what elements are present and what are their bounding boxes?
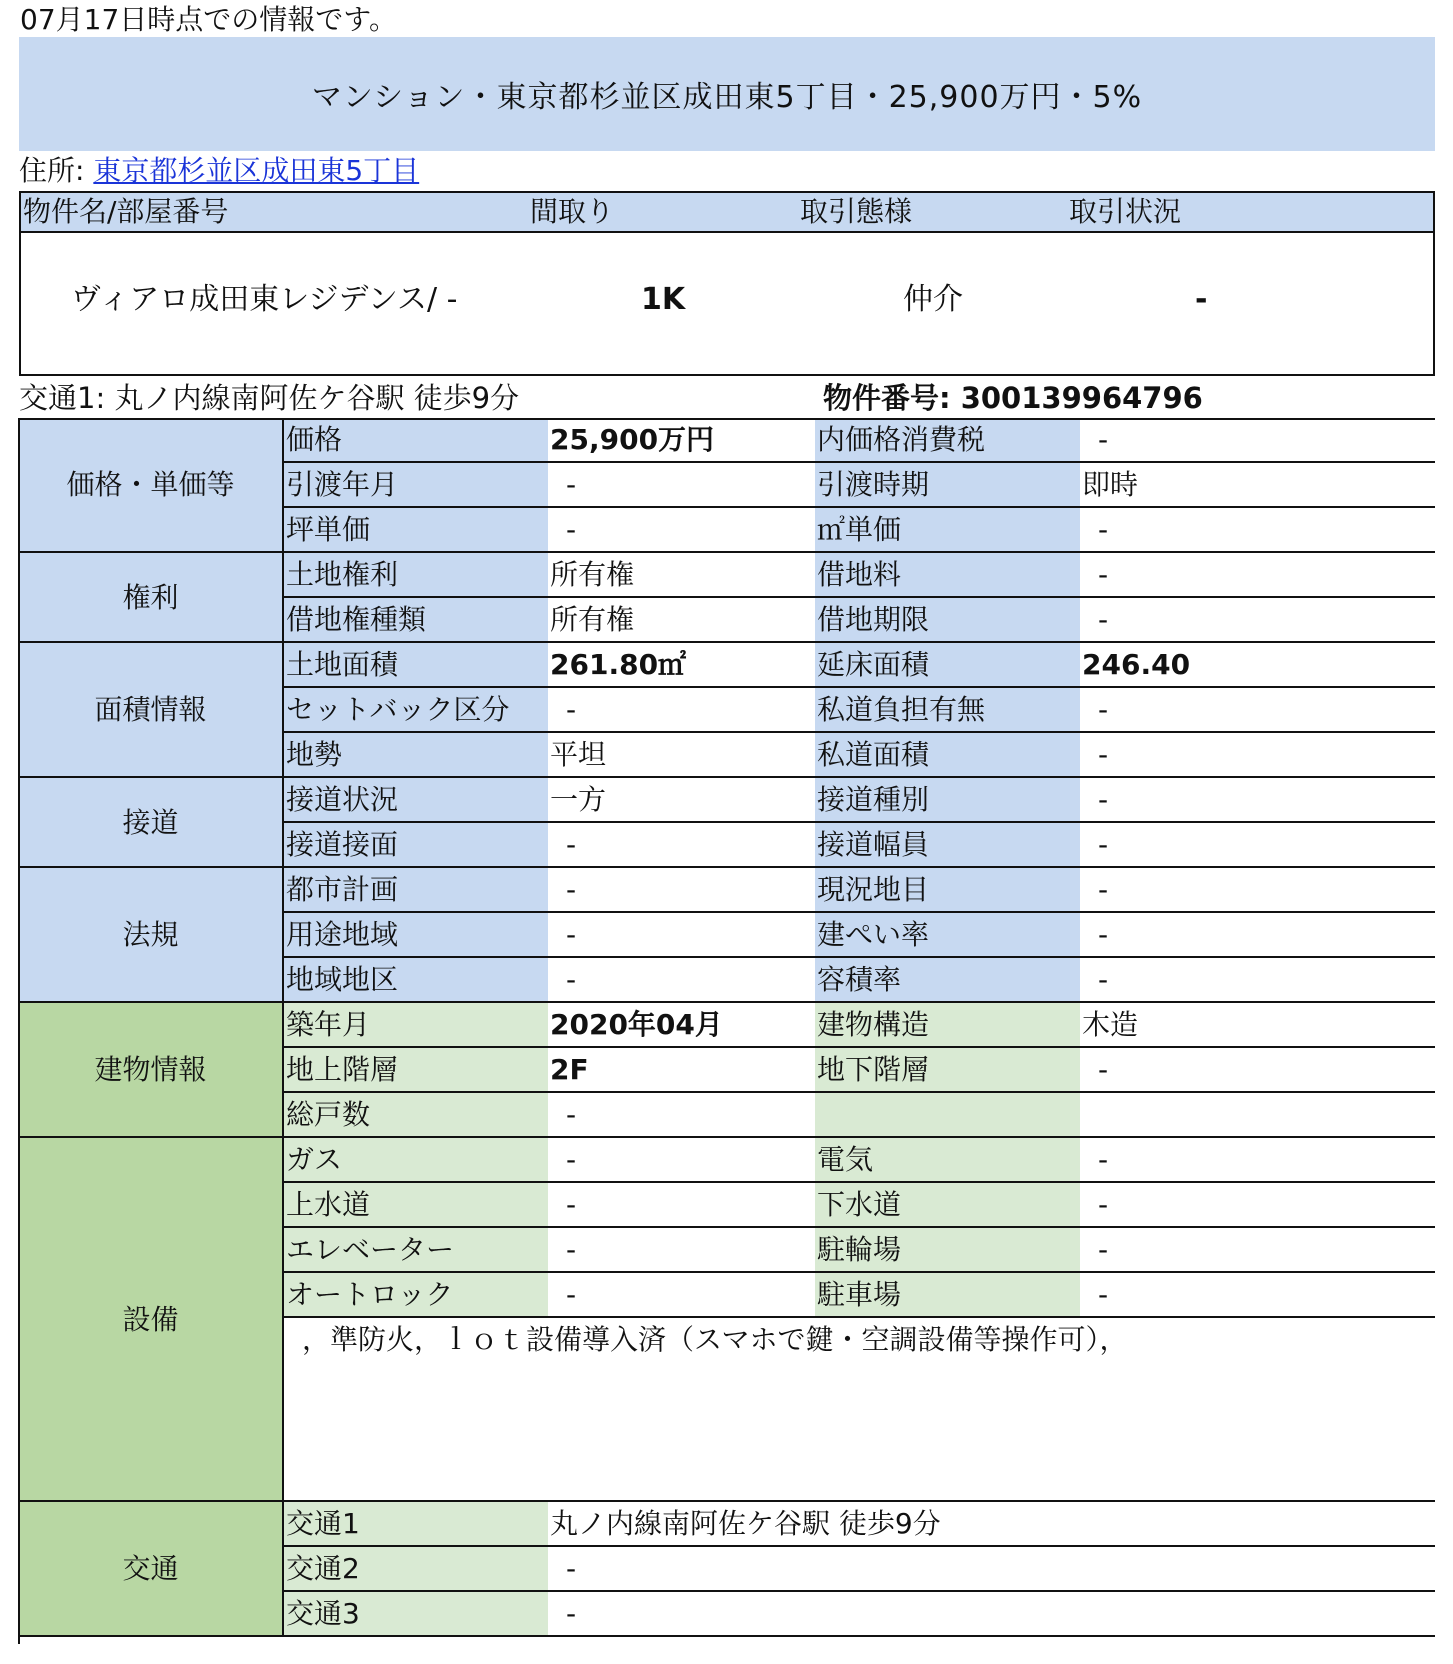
section-equipment: 設備 xyxy=(19,1137,283,1501)
value-empty xyxy=(1080,1092,1435,1137)
label-land-category: 現況地目 xyxy=(815,867,1080,912)
label-tax: 内価格消費税 xyxy=(815,418,1080,462)
title-banner: マンション・東京都杉並区成田東5丁目・25,900万円・5% xyxy=(19,37,1435,151)
label-land-area: 土地面積 xyxy=(283,642,548,687)
summary-trade-status: - xyxy=(1195,282,1208,317)
value-land-right: 所有権 xyxy=(548,552,815,597)
label-terrain: 地勢 xyxy=(283,732,548,777)
label-lease-fee: 借地料 xyxy=(815,552,1080,597)
label-autolock: オートロック xyxy=(283,1272,548,1317)
label-electricity: 電気 xyxy=(815,1137,1080,1182)
value-zoning: - xyxy=(548,912,815,957)
label-structure: 建物構造 xyxy=(815,1002,1080,1047)
value-setback: - xyxy=(548,687,815,732)
header-trade-type: 取引態様 xyxy=(800,195,913,228)
value-price: 25,900万円 xyxy=(548,418,815,462)
value-delivery-month: - xyxy=(548,462,815,507)
value-sewer: - xyxy=(1080,1182,1435,1227)
label-parking: 駐車場 xyxy=(815,1272,1080,1317)
header-layout: 間取り xyxy=(530,195,615,228)
table-row xyxy=(19,552,1435,597)
summary-row xyxy=(19,232,1435,376)
value-district: - xyxy=(548,957,815,1002)
value-lease-term: - xyxy=(1080,597,1435,642)
label-empty xyxy=(815,1092,1080,1137)
value-electricity: - xyxy=(1080,1137,1435,1182)
value-units: - xyxy=(548,1092,815,1137)
label-bicycle: 駐輪場 xyxy=(815,1227,1080,1272)
label-lease-type: 借地権種類 xyxy=(283,597,548,642)
value-delivery-time: 即時 xyxy=(1080,462,1435,507)
table-row xyxy=(19,777,1435,822)
section-rights: 権利 xyxy=(19,552,283,642)
table-top-border xyxy=(19,418,1435,420)
address-label: 住所: xyxy=(19,154,85,187)
value-parking: - xyxy=(1080,1272,1435,1317)
label-transport2: 交通2 xyxy=(283,1546,548,1591)
detail-table xyxy=(19,418,1435,1637)
label-setback: セットバック区分 xyxy=(283,687,548,732)
address-link[interactable]: 東京都杉並区成田東5丁目 xyxy=(93,154,420,187)
label-private-road-area: 私道面積 xyxy=(815,732,1080,777)
section-price: 価格・単価等 xyxy=(19,418,283,552)
label-zoning: 用途地域 xyxy=(283,912,548,957)
value-private-road: - xyxy=(1080,687,1435,732)
label-floors: 地上階層 xyxy=(283,1047,548,1092)
property-number: 物件番号: 300139964796 xyxy=(823,381,1203,415)
label-floor-area: 延床面積 xyxy=(815,642,1080,687)
date-notice: 07月17日時点での情報です。 xyxy=(20,3,398,36)
label-built: 築年月 xyxy=(283,1002,548,1047)
equipment-note: ，準防火，ｌｏｔ設備導入済（スマホで鍵・空調設備等操作可）， xyxy=(283,1317,1435,1501)
value-transport1: 丸ノ内線南阿佐ケ谷駅 徒歩9分 xyxy=(548,1501,1435,1546)
value-road-type: - xyxy=(1080,777,1435,822)
section-transport: 交通 xyxy=(19,1501,283,1636)
value-lease-fee: - xyxy=(1080,552,1435,597)
summary-header xyxy=(19,191,1435,233)
value-terrain: 平坦 xyxy=(548,732,815,777)
value-elevator: - xyxy=(548,1227,815,1272)
value-built: 2020年04月 xyxy=(548,1002,815,1047)
value-road-face: - xyxy=(548,822,815,867)
label-tsubo: 坪単価 xyxy=(283,507,548,552)
summary-layout: 1K xyxy=(641,282,686,317)
label-price: 価格 xyxy=(283,418,548,462)
section-road: 接道 xyxy=(19,777,283,867)
label-road-type: 接道種別 xyxy=(815,777,1080,822)
address-line xyxy=(19,153,419,189)
value-bicycle: - xyxy=(1080,1227,1435,1272)
table-row xyxy=(19,1002,1435,1047)
label-land-right: 土地権利 xyxy=(283,552,548,597)
value-tax: - xyxy=(1080,418,1435,462)
section-law: 法規 xyxy=(19,867,283,1002)
value-private-road-area: - xyxy=(1080,732,1435,777)
value-gas: - xyxy=(548,1137,815,1182)
value-transport3: - xyxy=(548,1591,1435,1636)
label-sewer: 下水道 xyxy=(815,1182,1080,1227)
label-delivery-month: 引渡年月 xyxy=(283,462,548,507)
label-city-plan: 都市計画 xyxy=(283,867,548,912)
label-gas: ガス xyxy=(283,1137,548,1182)
label-coverage: 建ぺい率 xyxy=(815,912,1080,957)
summary-name: ヴィアロ成田東レジデンス/ - xyxy=(71,282,458,317)
label-far: 容積率 xyxy=(815,957,1080,1002)
value-floor-area: 246.40 xyxy=(1080,642,1435,687)
label-sqm: ㎡単価 xyxy=(815,507,1080,552)
value-road-status: 一方 xyxy=(548,777,815,822)
label-delivery-time: 引渡時期 xyxy=(815,462,1080,507)
value-water: - xyxy=(548,1182,815,1227)
label-units: 総戸数 xyxy=(283,1092,548,1137)
value-transport2: - xyxy=(548,1546,1435,1591)
value-autolock: - xyxy=(548,1272,815,1317)
table-row xyxy=(19,867,1435,912)
table-row xyxy=(19,642,1435,687)
value-city-plan: - xyxy=(548,867,815,912)
value-land-area: 261.80㎡ xyxy=(548,642,815,687)
label-lease-term: 借地期限 xyxy=(815,597,1080,642)
value-tsubo: - xyxy=(548,507,815,552)
label-private-road: 私道負担有無 xyxy=(815,687,1080,732)
table-row xyxy=(19,1137,1435,1182)
table-row xyxy=(19,418,1435,462)
label-road-status: 接道状況 xyxy=(283,777,548,822)
value-sqm: - xyxy=(1080,507,1435,552)
section-area: 面積情報 xyxy=(19,642,283,777)
label-district: 地域地区 xyxy=(283,957,548,1002)
label-elevator: エレベーター xyxy=(283,1227,548,1272)
value-far: - xyxy=(1080,957,1435,1002)
table-row xyxy=(19,1501,1435,1546)
table-left-border xyxy=(18,418,20,1644)
label-road-face: 接道接面 xyxy=(283,822,548,867)
value-lease-type: 所有権 xyxy=(548,597,815,642)
label-road-width: 接道幅員 xyxy=(815,822,1080,867)
value-land-category: - xyxy=(1080,867,1435,912)
label-transport1: 交通1 xyxy=(283,1501,548,1546)
header-trade-status: 取引状況 xyxy=(1069,195,1182,228)
value-basement: - xyxy=(1080,1047,1435,1092)
value-road-width: - xyxy=(1080,822,1435,867)
header-name: 物件名/部屋番号 xyxy=(23,195,229,228)
label-water: 上水道 xyxy=(283,1182,548,1227)
value-structure: 木造 xyxy=(1080,1002,1435,1047)
value-floors: 2F xyxy=(548,1047,815,1092)
label-transport3: 交通3 xyxy=(283,1591,548,1636)
transport-line: 交通1: 丸ノ内線南阿佐ケ谷駅 徒歩9分 xyxy=(19,381,520,415)
label-basement: 地下階層 xyxy=(815,1047,1080,1092)
value-coverage: - xyxy=(1080,912,1435,957)
summary-trade-type: 仲介 xyxy=(903,282,963,317)
section-building: 建物情報 xyxy=(19,1002,283,1137)
